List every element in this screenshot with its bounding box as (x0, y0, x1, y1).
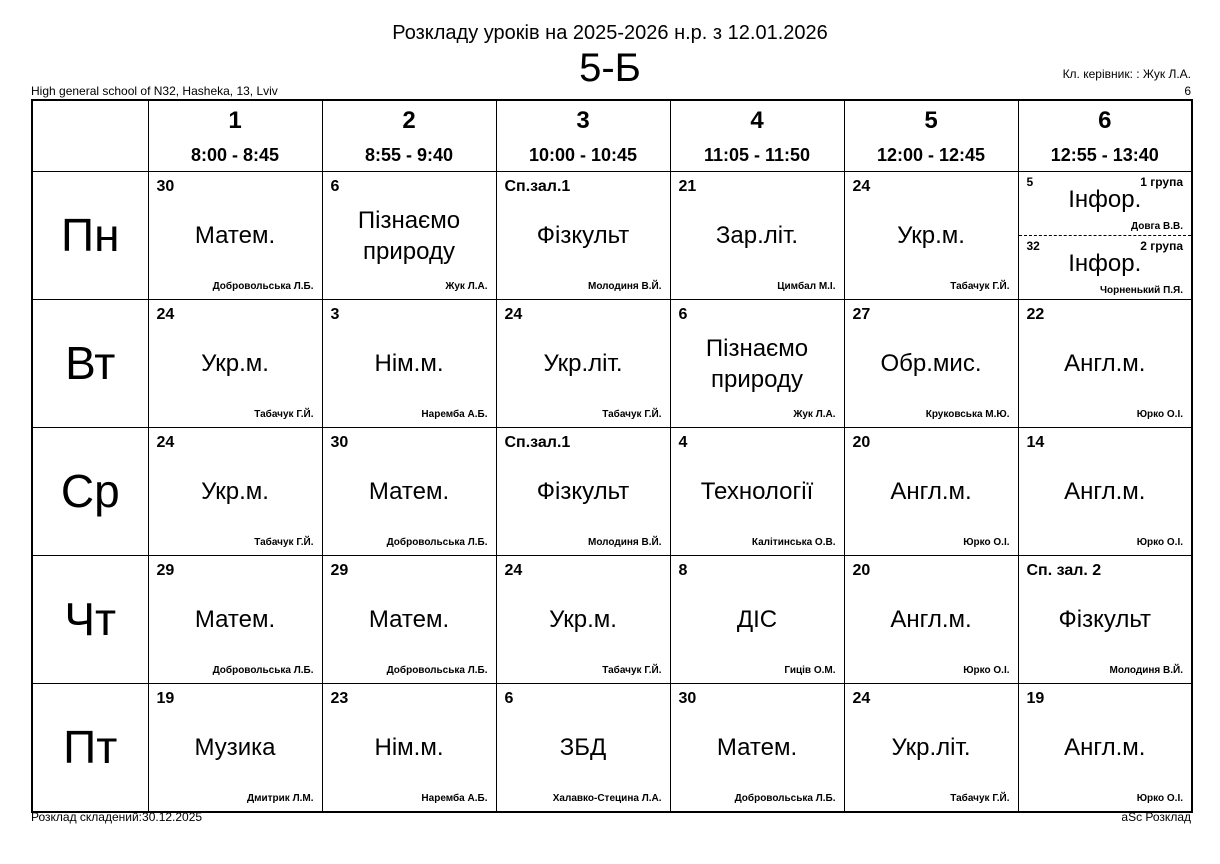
day-name: Пт (63, 721, 118, 773)
period-header-cell (844, 100, 1018, 172)
lesson-teacher: Дмитрик Л.М. (246, 793, 314, 804)
day-cell (32, 300, 148, 428)
period-number: 1 (228, 107, 242, 134)
day-name: Ср (60, 465, 120, 517)
lesson-teacher: Юрко О.І. (1136, 793, 1183, 804)
day-name: Пн (61, 209, 120, 261)
lesson-cell (1018, 300, 1192, 428)
lesson-cell (496, 428, 670, 556)
lesson-subject: Фізкульт (536, 478, 630, 505)
lesson-subject: Фізкульт (1058, 606, 1151, 633)
lesson-cell (844, 684, 1018, 813)
lesson-cell (148, 428, 322, 556)
lesson-teacher: Калітинська О.В. (751, 537, 836, 548)
lesson-subject: Матем. (368, 478, 450, 505)
lesson-cell (670, 172, 844, 300)
lesson-room: 20 (852, 434, 871, 451)
lesson-subject: Матем. (368, 606, 450, 633)
lesson-subject: Укр.літ. (543, 350, 623, 377)
day-cell (32, 556, 148, 684)
lesson-cell (148, 172, 322, 300)
day-name: Вт (65, 337, 116, 389)
group-lesson (1019, 236, 1192, 299)
lesson-room: 5 (1026, 175, 1034, 189)
period-time: 8:00 - 8:45 (190, 145, 280, 165)
lesson-teacher: Халавко-Стецина Л.А. (552, 793, 662, 804)
lesson-cell (322, 172, 496, 300)
period-number: 3 (576, 107, 590, 134)
lesson-subject: Зар.літ. (715, 222, 799, 249)
period-number: 5 (924, 107, 938, 134)
lesson-teacher: Жук Л.А. (445, 281, 488, 292)
lesson-cell (496, 300, 670, 428)
lesson-cell (844, 556, 1018, 684)
lesson-subject: Пізнаємо природу (705, 334, 809, 393)
lesson-group: 2 група (1140, 239, 1183, 253)
lesson-room: 19 (156, 690, 175, 707)
lesson-cell (496, 172, 670, 300)
lesson-room: 22 (1026, 306, 1045, 323)
lesson-room: 30 (156, 178, 175, 195)
lesson-room: 29 (156, 562, 175, 579)
lesson-cell (670, 556, 844, 684)
lesson-cell (844, 172, 1018, 300)
lesson-teacher: Цимбал М.І. (777, 281, 836, 292)
lesson-cell (148, 684, 322, 813)
lesson-cell (322, 556, 496, 684)
lesson-room: 32 (1026, 239, 1040, 253)
lesson-room: 24 (504, 306, 523, 323)
lesson-teacher: Наремба А.Б. (421, 793, 488, 804)
lesson-subject: Англ.м. (1064, 734, 1146, 761)
lesson-room: 23 (330, 690, 349, 707)
lesson-room: 24 (852, 178, 871, 195)
lesson-teacher: Довга В.В. (1130, 221, 1183, 232)
lesson-room: 19 (1026, 690, 1045, 707)
period-time: 12:00 - 12:45 (876, 145, 986, 165)
lesson-cell (1018, 684, 1192, 813)
period-header-cell (496, 100, 670, 172)
lesson-room: 6 (330, 178, 340, 195)
day-row (32, 300, 1192, 428)
day-row (32, 428, 1192, 556)
lesson-room: 24 (852, 690, 871, 707)
period-number: 6 (1098, 107, 1112, 134)
day-cell (32, 172, 148, 300)
lesson-teacher: Табачук Г.Й. (602, 665, 662, 676)
lesson-room: 29 (330, 562, 349, 579)
lesson-room: 21 (678, 178, 697, 195)
school-name: High general school of N32, Hasheka, 13, Lviv (31, 84, 278, 98)
lesson-subject: Укр.м. (897, 222, 965, 249)
lesson-teacher: Юрко О.І. (963, 537, 1010, 548)
lesson-room: 24 (504, 562, 523, 579)
period-time: 12:55 - 13:40 (1050, 145, 1159, 165)
lesson-room: 30 (678, 690, 697, 707)
group-lesson (1019, 172, 1192, 236)
lesson-group: 1 група (1140, 175, 1183, 189)
lesson-room: 14 (1026, 434, 1045, 451)
page-number: 6 (1184, 84, 1191, 98)
lesson-cell (670, 428, 844, 556)
lesson-cell (322, 684, 496, 813)
timetable-grid (31, 99, 1193, 813)
lesson-teacher: Юрко О.І. (1136, 537, 1183, 548)
lesson-cell (844, 300, 1018, 428)
lesson-teacher: Табачук Г.Й. (602, 409, 662, 420)
lesson-room: 27 (852, 306, 871, 323)
lesson-cell (148, 300, 322, 428)
day-cell (32, 428, 148, 556)
lesson-subject: Нім.м. (374, 350, 444, 377)
lesson-room: Сп.зал.1 (504, 178, 571, 195)
lesson-cell (496, 684, 670, 813)
timetable-title: Розкладу уроків на 2025-2026 н.р. з 12.01.2026 (392, 22, 828, 44)
lesson-subject: Нім.м. (374, 734, 444, 761)
lesson-room: 24 (156, 306, 175, 323)
lesson-subject: Укр.літ. (891, 734, 971, 761)
lesson-cell (322, 300, 496, 428)
lesson-teacher: Добровольська Л.Б. (212, 665, 314, 676)
period-header-cell (670, 100, 844, 172)
lesson-subject: Матем. (194, 606, 276, 633)
period-time: 8:55 - 9:40 (364, 145, 454, 165)
period-header-cell (322, 100, 496, 172)
lesson-room: 20 (852, 562, 871, 579)
lesson-teacher: Добровольська Л.Б. (734, 793, 836, 804)
day-cell (32, 684, 148, 813)
day-row (32, 172, 1192, 300)
lesson-teacher: Юрко О.І. (1136, 409, 1183, 420)
lesson-teacher: Гиців О.М. (784, 665, 836, 676)
period-time: 10:00 - 10:45 (528, 145, 638, 165)
period-number: 4 (750, 107, 764, 134)
lesson-subject: ЗБД (559, 734, 607, 761)
period-header-cell (148, 100, 322, 172)
lesson-room: 4 (678, 434, 688, 451)
lesson-cell (496, 556, 670, 684)
lesson-subject: Англ.м. (1064, 350, 1146, 377)
period-header-row (32, 100, 1192, 172)
lesson-room: Сп.зал.1 (504, 434, 571, 451)
lesson-teacher: Круковська М.Ю. (925, 409, 1010, 420)
lesson-room: 6 (504, 690, 514, 707)
lesson-cell (670, 300, 844, 428)
lesson-room: Сп. зал. 2 (1026, 562, 1102, 579)
lesson-subject: Музика (194, 734, 276, 761)
lesson-teacher: Табачук Г.Й. (254, 409, 314, 420)
lesson-subject: Фізкульт (536, 222, 630, 249)
lesson-teacher: Табачук Г.Й. (950, 793, 1010, 804)
created-date: Розклад складений:30.12.2025 (31, 810, 203, 824)
lesson-teacher: Чорненький П.Я. (1099, 285, 1183, 296)
lesson-teacher: Добровольська Л.Б. (212, 281, 314, 292)
software-name: aSc Розклад (1121, 810, 1191, 824)
day-row (32, 556, 1192, 684)
lesson-subject: Англ.м. (890, 478, 972, 505)
corner-cell (32, 100, 148, 172)
period-number: 2 (402, 107, 416, 134)
lesson-teacher: Табачук Г.Й. (254, 537, 314, 548)
lesson-subject: Обр.мис. (880, 350, 982, 377)
lesson-subject: Інфор. (1068, 250, 1142, 277)
lesson-subject: Матем. (194, 222, 276, 249)
lesson-subject: Англ.м. (1064, 478, 1146, 505)
lesson-subject: Матем. (716, 734, 798, 761)
period-header-cell (1018, 100, 1192, 172)
lesson-room: 3 (330, 306, 340, 323)
lesson-teacher: Добровольська Л.Б. (386, 665, 488, 676)
lesson-teacher: Жук Л.А. (793, 409, 836, 420)
lesson-cell (844, 428, 1018, 556)
lesson-cell (322, 428, 496, 556)
class-teacher: Кл. керівник: : Жук Л.А. (1062, 67, 1191, 81)
lesson-cell (1018, 556, 1192, 684)
lesson-teacher: Молодиня В.Й. (1109, 665, 1183, 676)
lesson-cell (1018, 428, 1192, 556)
day-row (32, 684, 1192, 813)
lesson-room: 8 (678, 562, 688, 579)
lesson-subject: Укр.м. (549, 606, 617, 633)
lesson-subject: Англ.м. (890, 606, 972, 633)
period-time: 11:05 - 11:50 (703, 145, 811, 165)
lesson-subject: Укр.м. (201, 350, 269, 377)
lesson-subject: Інфор. (1068, 186, 1142, 213)
lesson-room: 6 (678, 306, 688, 323)
lesson-teacher: Добровольська Л.Б. (386, 537, 488, 548)
lesson-room: 24 (156, 434, 175, 451)
lesson-teacher: Молодиня В.Й. (587, 281, 662, 292)
lesson-teacher: Наремба А.Б. (421, 409, 488, 420)
lesson-teacher: Юрко О.І. (963, 665, 1010, 676)
lesson-teacher: Табачук Г.Й. (950, 281, 1010, 292)
lesson-teacher: Молодиня В.Й. (587, 537, 662, 548)
day-name: Чт (64, 593, 117, 645)
lesson-subject: Укр.м. (201, 478, 269, 505)
lesson-subject: Пізнаємо природу (357, 206, 461, 265)
lesson-room: 30 (330, 434, 349, 451)
lesson-subject: Технології (700, 478, 814, 505)
class-name: 5-Б (579, 46, 641, 90)
lesson-cell (1018, 172, 1192, 300)
lesson-subject: ДІС (736, 606, 778, 633)
lesson-cell (670, 684, 844, 813)
lesson-cell (148, 556, 322, 684)
